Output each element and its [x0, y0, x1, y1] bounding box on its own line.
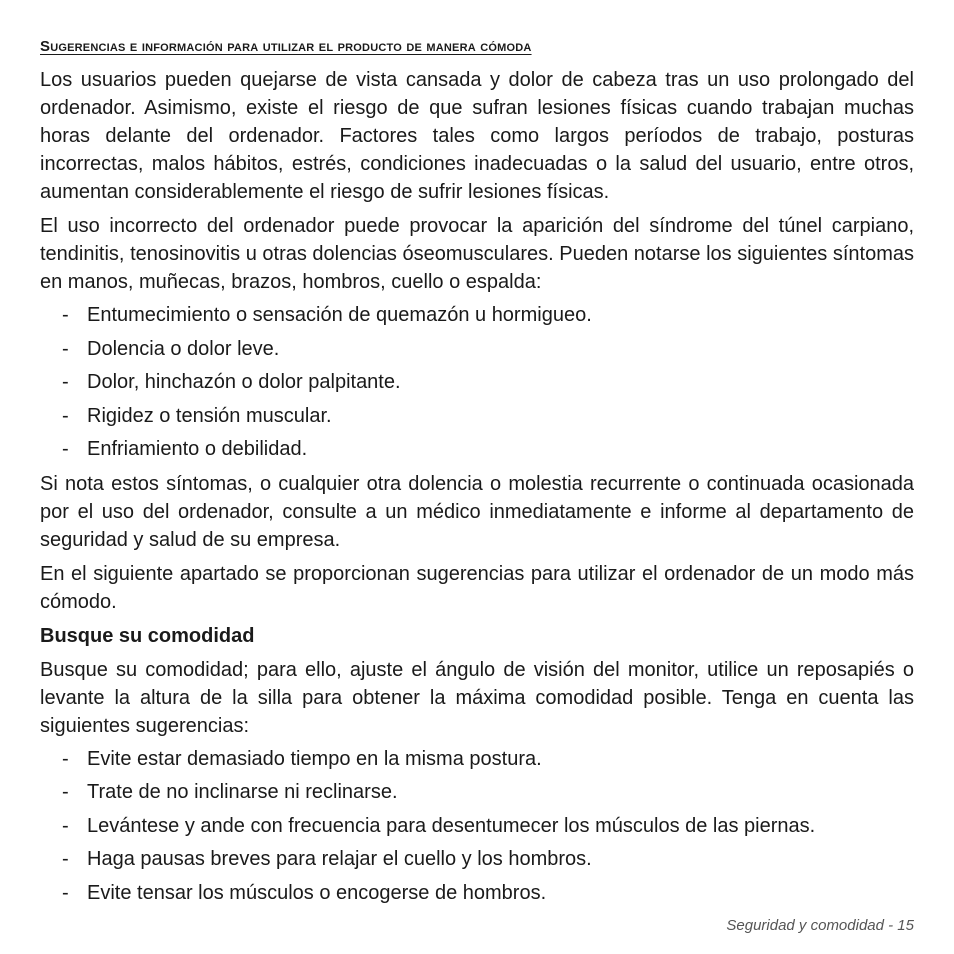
list-item-text: Dolor, hinchazón o dolor palpitante.: [87, 371, 401, 393]
list-item-text: Rigidez o tensión muscular.: [87, 404, 332, 427]
paragraph-next-section: En el siguiente apartado se proporcionan sugerencias para utilizar el ordenador de un modo más cómodo.: [40, 562, 914, 613]
list-marker: -: [62, 881, 69, 904]
list-marker: -: [62, 404, 69, 427]
page-footer: Seguridad y comodidad - 15: [726, 917, 914, 934]
list-item-text: Entumecimiento o sensación de quemazón u hormigueo.: [87, 304, 592, 326]
list-item-text: Haga pausas breves para relajar el cuello y los hombros.: [87, 848, 592, 870]
list-item-text: Evite tensar los músculos o encogerse de hombros.: [87, 881, 547, 904]
comfort-heading: Busque su comodidad: [40, 624, 255, 647]
section-title: Sugerencias e información para utilizar el producto de manera cómoda: [40, 38, 532, 55]
list-item: [40, 436, 914, 463]
paragraph-intro: Los usuarios pueden quejarse de vista cansada y dolor de cabeza tras un uso prolongado del ordenador. Asimismo, existe el riesgo de que sufran lesiones físicas cuando trabajan muchas horas delante del ordenador. Factores tales como largos períodos de trabajo, posturas incorrectas, malos hábitos, estrés, condiciones inadecuadas o la salud del usuario, entre otros, aumentan considerablemente el riesgo de sufrir lesiones físicas.: [40, 69, 914, 203]
list-marker: -: [62, 371, 69, 393]
list-item: [40, 846, 914, 873]
list-item-text: Levántese y ande con frecuencia para desentumecer los músculos de las piernas.: [87, 814, 816, 837]
list-item-text: Dolencia o dolor leve.: [87, 337, 280, 360]
list-marker: -: [62, 304, 69, 326]
list-marker: -: [62, 848, 69, 870]
list-item-text: Evite estar demasiado tiempo en la misma postura.: [87, 747, 542, 770]
paragraph-symptoms-intro: El uso incorrecto del ordenador puede provocar la aparición del síndrome del túnel carpiano, tendinitis, tenosinovitis u otras dolencias óseomusculares. Pueden notarse los siguientes síntomas en manos, muñecas, brazos, hombros, cuello o espalda:: [40, 215, 914, 293]
list-item-text: Enfriamiento o debilidad.: [87, 438, 308, 460]
list-item: [40, 880, 914, 907]
list-item: [40, 336, 914, 363]
list-item: [40, 369, 914, 396]
symptoms-list: [40, 302, 914, 463]
list-item: [40, 779, 914, 806]
paragraph-consult-doctor: Si nota estos síntomas, o cualquier otra dolencia o molestia recurrente o continuada ocasionada por el uso del ordenador, consulte a un médico inmediatamente e informe al departamento de seguridad y salud de su empresa.: [40, 472, 914, 551]
list-marker: -: [62, 438, 69, 460]
list-marker: -: [62, 747, 69, 770]
list-item-text: Trate de no inclinarse ni reclinarse.: [87, 781, 398, 803]
list-marker: -: [62, 337, 69, 360]
list-marker: -: [62, 814, 69, 837]
paragraph-comfort-intro: Busque su comodidad; para ello, ajuste el ángulo de visión del monitor, utilice un reposapiés o levante la altura de la silla para obtener la máxima comodidad posible. Tenga en cuenta las siguientes sugerencias:: [40, 658, 914, 737]
list-item: [40, 403, 914, 430]
list-item: [40, 302, 914, 329]
comfort-tips-list: [40, 746, 914, 907]
list-item: [40, 813, 914, 840]
list-marker: -: [62, 781, 69, 803]
document-page: [40, 36, 914, 913]
list-item: [40, 746, 914, 773]
